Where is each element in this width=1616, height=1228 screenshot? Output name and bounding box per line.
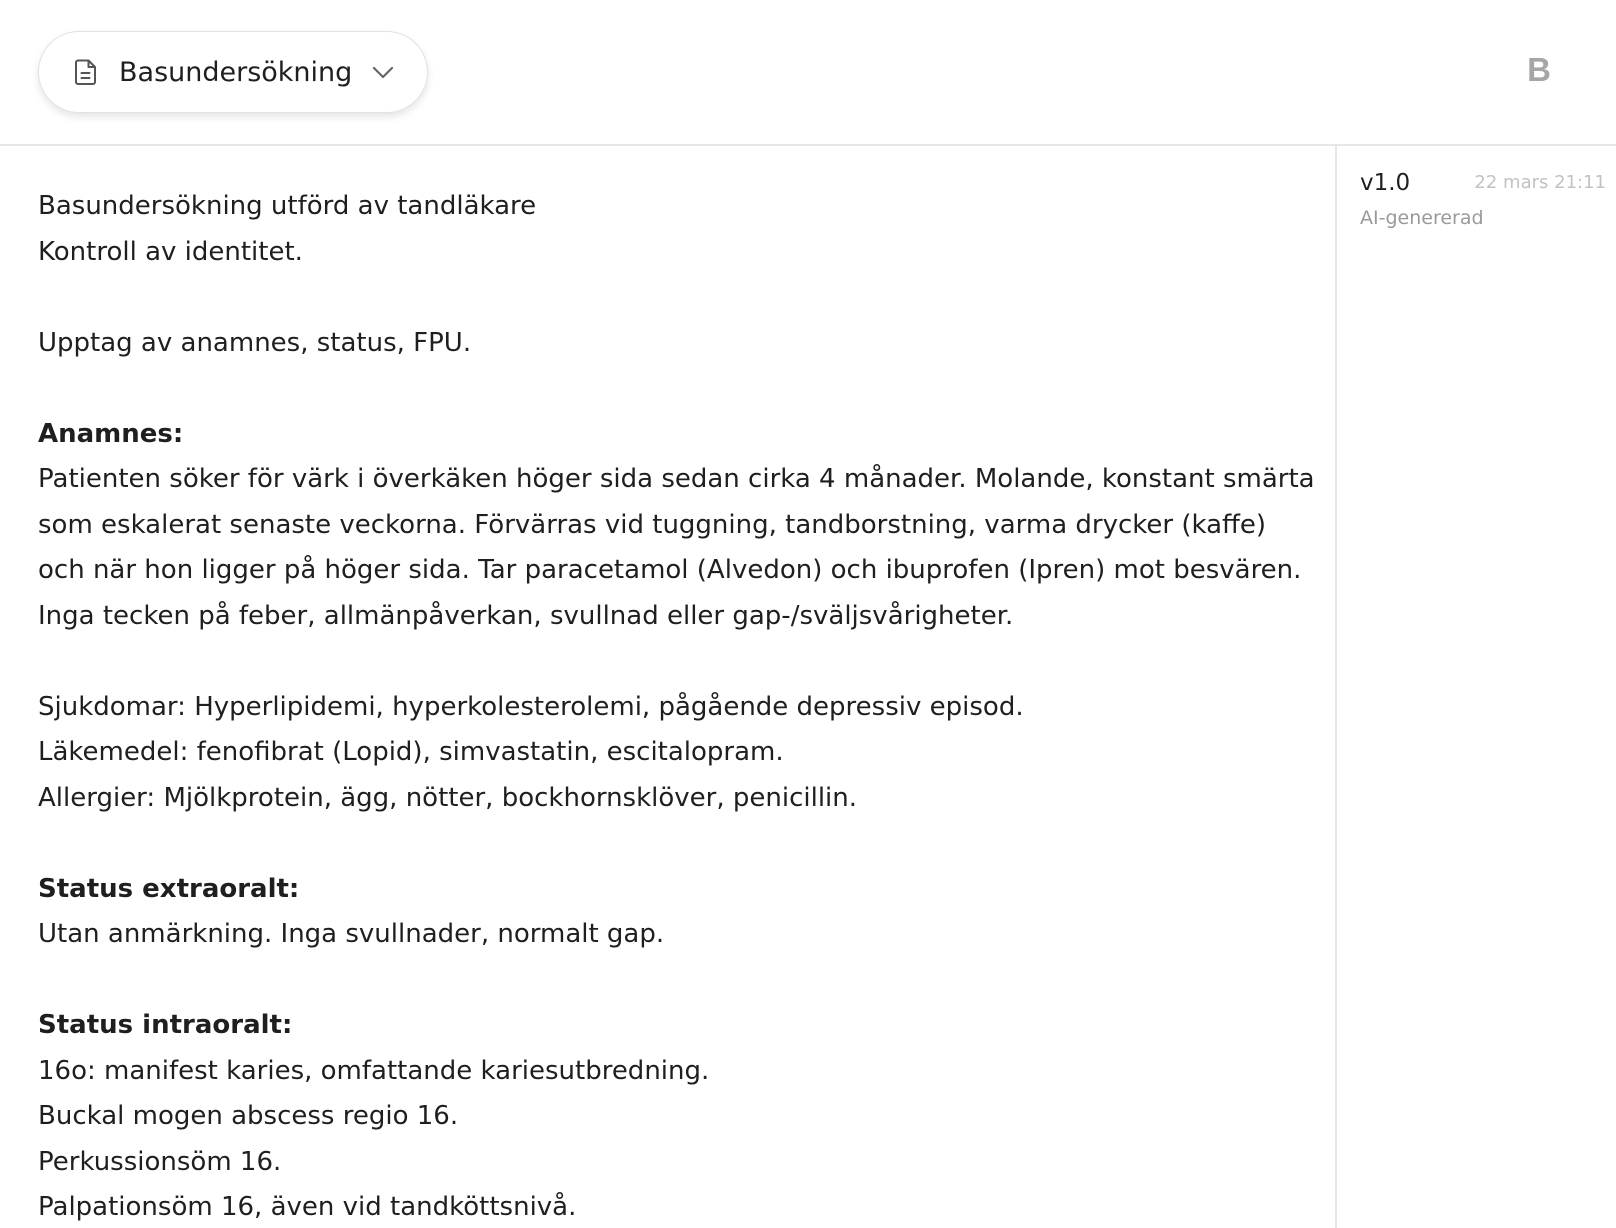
note-line: Palpationsöm 16, även vid tandköttsnivå.	[38, 1192, 577, 1222]
note-blank-line	[38, 958, 1318, 1004]
note-section-heading: Status extraoralt:	[38, 873, 300, 904]
version-history-panel	[1337, 146, 1616, 1228]
note-line: Basundersökning utförd av tandläkare	[38, 191, 537, 221]
top-bar	[0, 0, 1616, 146]
template-selector-label: Basundersökning	[119, 56, 353, 88]
note-blank-line	[38, 275, 1318, 321]
note-blank-line	[38, 821, 1318, 867]
note-line: Buckal mogen abscess regio 16.	[38, 1101, 459, 1131]
note-line: och när hon ligger på höger sida. Tar paracetamol (Alvedon) och ibuprofen (Ipren) mot besvären.	[38, 555, 1302, 585]
chevron-down-icon	[370, 59, 396, 85]
note-text-body[interactable]	[38, 184, 1318, 1228]
note-line: Allergier: Mjölkprotein, ägg, nötter, bockhornsklöver, penicillin.	[38, 782, 858, 813]
version-label: v1.0	[1360, 170, 1411, 196]
note-line: Sjukdomar: Hyperlipidemi, hyperkolesterolemi, pågående depressiv episod.	[38, 691, 1024, 722]
version-entry[interactable]	[1360, 166, 1606, 236]
note-line: Inga tecken på feber, allmänpåverkan, svullnad eller gap-/sväljsvårigheter.	[38, 600, 1014, 631]
note-line: Läkemedel: fenofibrat (Lopid), simvastatin, escitalopram.	[38, 737, 784, 767]
note-blank-line	[38, 366, 1318, 412]
avatar[interactable]: B	[1527, 51, 1551, 88]
note-line: som eskalerat senaste veckorna. Förvärras vid tuggning, tandborstning, varma drycker (kaffe)	[38, 509, 1267, 540]
version-source-label: AI-genererad	[1360, 207, 1484, 229]
note-line: Upptag av anamnes, status, FPU.	[38, 327, 472, 358]
note-blank-line	[38, 639, 1318, 685]
note-line: Patienten söker för värk i överkäken höger sida sedan cirka 4 månader. Molande, konstant smärta	[38, 464, 1315, 494]
note-section-heading: Status intraoralt:	[38, 1010, 293, 1040]
version-date: 22 mars 21:11	[1474, 172, 1606, 193]
note-content[interactable]	[0, 146, 1335, 1228]
note-line: Kontroll av identitet.	[38, 236, 303, 267]
note-section-heading: Anamnes:	[38, 418, 184, 449]
template-selector-dropdown[interactable]	[38, 31, 428, 113]
note-line: 16o: manifest karies, omfattande kariesutbredning.	[38, 1055, 710, 1086]
note-line: Perkussionsöm 16.	[38, 1146, 282, 1177]
document-icon	[73, 58, 101, 86]
note-line: Utan anmärkning. Inga svullnader, normalt gap.	[38, 919, 665, 949]
